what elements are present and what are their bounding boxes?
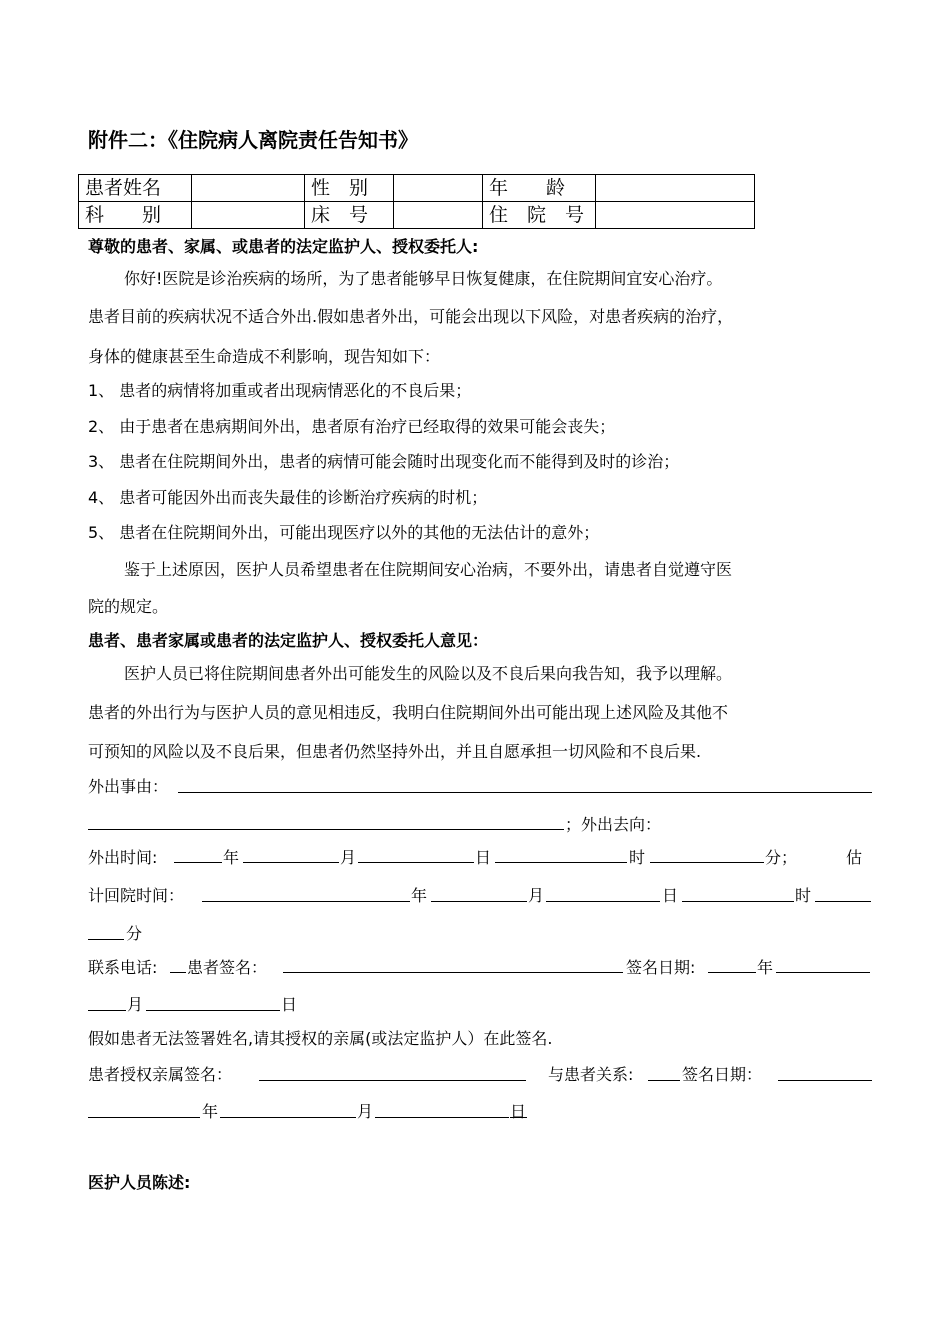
conclusion-line: 院的规定。 (88, 597, 169, 616)
out-month-field[interactable] (358, 862, 474, 863)
label-admission-no: 住 院 号 (483, 202, 596, 229)
out-day-field[interactable] (495, 862, 627, 863)
label-department: 科 别 (79, 202, 192, 229)
sign-month-field-continued[interactable] (88, 1010, 126, 1011)
patient-sign-field[interactable] (283, 972, 623, 973)
label-patient-name: 患者姓名 (79, 175, 192, 202)
phone-label: 联系电话: (88, 958, 158, 977)
reason-field-continued[interactable] (88, 829, 564, 830)
return-hour-field[interactable] (815, 901, 871, 902)
field-bed[interactable] (394, 202, 483, 229)
intro-line: 身体的健康甚至生命造成不利影响，现告知如下： (88, 347, 441, 366)
reason-field[interactable] (178, 792, 872, 793)
return-minute-field[interactable] (88, 939, 124, 940)
patient-sign-label: 患者签名： (187, 958, 268, 977)
proxy-year-field[interactable] (88, 1117, 200, 1118)
field-admission-no[interactable] (596, 202, 755, 229)
minute-label: 分； (765, 848, 798, 867)
out-time-field[interactable] (174, 862, 222, 863)
estimate-label-part1: 估 (846, 848, 863, 867)
field-gender[interactable] (394, 175, 483, 202)
proxy-note: 假如患者无法签署姓名,请其授权的亲属(或法定监护人）在此签名. (88, 1029, 553, 1048)
destination-label: ；外出去向： (565, 815, 662, 834)
return-month-field[interactable] (546, 901, 660, 902)
intro-line: 患者目前的疾病状况不适合外出.假如患者外出，可能会出现以下风险，对患者疾病的治疗， (88, 307, 734, 326)
proxy-month-field[interactable] (220, 1117, 356, 1118)
label-bed: 床 号 (305, 202, 394, 229)
minute-label: 分 (126, 924, 143, 943)
month-label: 月 (340, 848, 357, 867)
intro-line: 你好!医院是诊治疾病的场所，为了患者能够早日恢复健康，在住院期间宜安心治疗。 (124, 269, 723, 288)
day-label: 日 (281, 995, 298, 1014)
opinion-line: 患者的外出行为与医护人员的意见相违反，我明白住院期间外出可能出现上述风险及其他不 (88, 703, 729, 722)
year-label: 年 (202, 1102, 219, 1121)
section2-heading: 患者、患者家属或患者的法定监护人、授权委托人意见： (88, 631, 489, 650)
out-time-label: 外出时间: (88, 848, 158, 867)
month-label: 月 (528, 886, 545, 905)
sign-date-label: 签名日期: (626, 958, 696, 977)
sign-month-field[interactable] (776, 972, 870, 973)
risk-item: 3、 患者在住院期间外出，患者的病情可能会随时出现变化而不能得到及时的诊治； (88, 452, 680, 471)
proxy-date-label: 签名日期： (682, 1065, 763, 1084)
risk-item: 2、 由于患者在患病期间外出，患者原有治疗已经取得的效果可能会丧失； (88, 417, 616, 436)
day-label: 日 (662, 886, 679, 905)
year-label: 年 (757, 958, 774, 977)
field-patient-name[interactable] (192, 175, 305, 202)
proxy-day-underline (510, 1117, 527, 1118)
proxy-sign-label: 患者授权亲属签名： (88, 1065, 233, 1084)
label-gender: 性 别 (305, 175, 394, 202)
opinion-line: 医护人员已将住院期间患者外出可能发生的风险以及不良后果向我告知，我予以理解。 (124, 664, 733, 683)
relation-label: 与患者关系: (548, 1065, 634, 1084)
month-label: 月 (357, 1102, 374, 1121)
phone-field[interactable] (170, 972, 186, 973)
sign-year-field[interactable] (708, 972, 756, 973)
risk-item: 5、 患者在住院期间外出，可能出现医疗以外的其他的无法估计的意外； (88, 523, 600, 542)
risk-item: 1、 患者的病情将加重或者出现病情恶化的不良后果； (88, 381, 472, 400)
year-label: 年 (411, 886, 428, 905)
return-day-field[interactable] (682, 901, 794, 902)
sign-day-field[interactable] (146, 1010, 280, 1011)
section3-heading: 医护人员陈述: (88, 1173, 191, 1192)
estimate-label-part2: 计回院时间： (88, 886, 185, 905)
year-label: 年 (223, 848, 240, 867)
day-label: 日 (475, 848, 492, 867)
section1-heading: 尊敬的患者、家属、或患者的法定监护人、授权委托人: (88, 237, 479, 256)
out-hour-field[interactable] (650, 862, 764, 863)
label-age: 年 龄 (483, 175, 596, 202)
return-time-field[interactable] (202, 901, 410, 902)
table-row (79, 202, 755, 229)
document-title: 附件二：《住院病人离院责任告知书》 (88, 128, 418, 152)
field-department[interactable] (192, 202, 305, 229)
risk-item: 4、 患者可能因外出而丧失最佳的诊断治疗疾病的时机； (88, 488, 488, 507)
hour-label: 时 (629, 848, 646, 867)
return-year-field[interactable] (431, 901, 527, 902)
day-label: 日 (510, 1102, 527, 1121)
conclusion-line: 鉴于上述原因，医护人员希望患者在住院期间安心治病，不要外出，请患者自觉遵守医 (124, 560, 733, 579)
proxy-date-field[interactable] (778, 1080, 872, 1081)
month-label: 月 (127, 995, 144, 1014)
patient-info-table (78, 174, 755, 229)
relation-field[interactable] (648, 1080, 680, 1081)
table-row (79, 175, 755, 202)
field-age[interactable] (596, 175, 755, 202)
proxy-sign-field[interactable] (259, 1080, 526, 1081)
hour-label: 时 (795, 886, 812, 905)
reason-label: 外出事由： (88, 777, 169, 796)
out-year-field[interactable] (243, 862, 339, 863)
proxy-day-field[interactable] (375, 1117, 509, 1118)
opinion-line: 可预知的风险以及不良后果，但患者仍然坚持外出，并且自愿承担一切风险和不良后果. (88, 742, 702, 761)
